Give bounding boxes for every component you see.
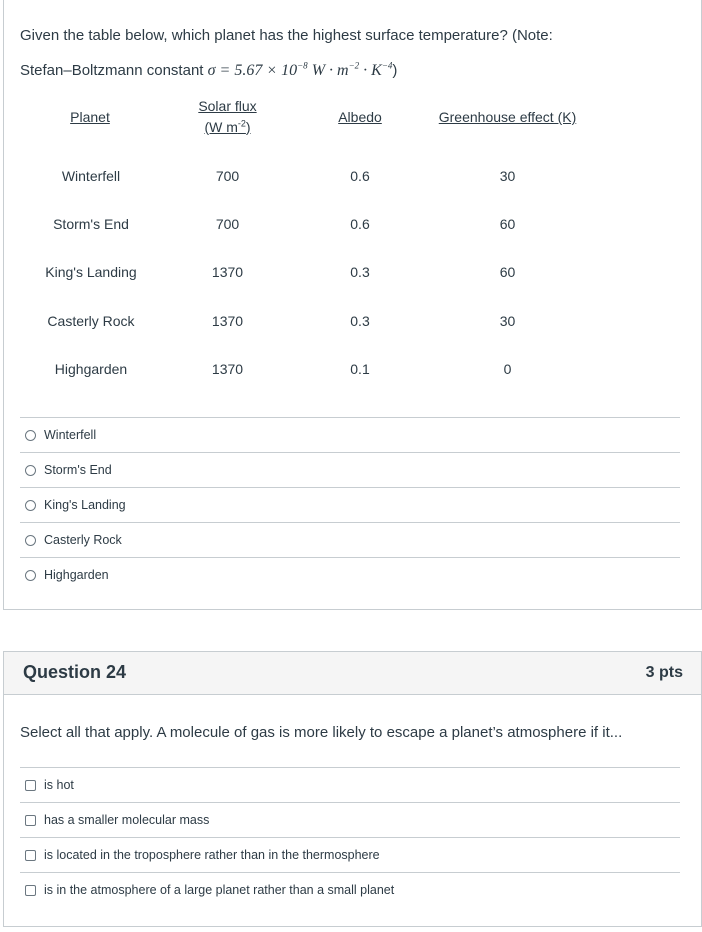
cell-greenhouse-0: 30 xyxy=(499,168,516,184)
answer-option-storms-end[interactable] xyxy=(20,452,680,487)
answer-option-smaller-mass[interactable] xyxy=(20,802,680,837)
answer-label: has a smaller molecular mass xyxy=(44,813,210,827)
checkbox[interactable] xyxy=(25,885,36,896)
header-solar-flux: Solar flux xyxy=(198,98,257,114)
answer-label: King's Landing xyxy=(44,498,126,512)
stefan-boltzmann-formula xyxy=(208,62,393,79)
cell-flux-0: 700 xyxy=(215,168,240,184)
checkbox[interactable] xyxy=(25,780,36,791)
header-greenhouse: Greenhouse effect (K) xyxy=(438,109,577,125)
answer-option-is-hot[interactable] xyxy=(20,767,680,802)
formula-exp1: −8 xyxy=(297,60,308,71)
formula-units: W · m xyxy=(307,62,349,79)
unit-exp: -2 xyxy=(237,118,246,129)
cell-greenhouse-1: 60 xyxy=(499,216,516,232)
cell-planet-2: King's Landing xyxy=(45,264,137,280)
answer-option-winterfell[interactable] xyxy=(20,417,680,452)
cell-planet-0: Winterfell xyxy=(61,168,121,184)
answer-label: Winterfell xyxy=(44,428,97,442)
question-title: Question 24 xyxy=(23,662,127,682)
cell-planet-4: Highgarden xyxy=(54,361,128,377)
radio-button[interactable] xyxy=(25,465,36,476)
question-23-prompt-line1: Given the table below, which planet has the highest surface temperature? (Note: xyxy=(20,27,553,44)
cell-flux-1: 700 xyxy=(215,216,240,232)
unit-prefix: (W m xyxy=(204,119,238,135)
header-albedo: Albedo xyxy=(338,109,382,125)
formula-exp2: −2 xyxy=(348,60,360,71)
radio-button[interactable] xyxy=(25,500,36,511)
prompt-close: ) xyxy=(392,62,398,79)
answer-label: is located in the troposphere rather than in the thermosphere xyxy=(44,848,380,862)
question-23-prompt-line2 xyxy=(20,61,397,81)
header-solar-flux-unit xyxy=(170,119,285,135)
question-points: 3 pts xyxy=(645,664,683,681)
checkbox[interactable] xyxy=(25,815,36,826)
cell-planet-1: Storm's End xyxy=(53,216,129,232)
header-planet: Planet xyxy=(70,109,110,125)
checkbox[interactable] xyxy=(25,850,36,861)
cell-flux-3: 1370 xyxy=(211,313,244,329)
question-24-header xyxy=(4,652,701,695)
radio-button[interactable] xyxy=(25,430,36,441)
cell-albedo-3: 0.3 xyxy=(350,313,370,329)
answer-label: Highgarden xyxy=(44,568,109,582)
question-24-prompt: Select all that apply. A molecule of gas is more likely to escape a planet’s atmosphere if it... xyxy=(20,724,623,741)
cell-greenhouse-2: 60 xyxy=(499,264,516,280)
answer-label: is hot xyxy=(44,778,74,792)
cell-flux-4: 1370 xyxy=(211,361,244,377)
answer-option-casterly-rock[interactable] xyxy=(20,522,680,557)
formula-units2: · K xyxy=(359,62,382,79)
cell-albedo-1: 0.6 xyxy=(350,216,370,232)
answer-label: is in the atmosphere of a large planet rather than a small planet xyxy=(44,883,395,897)
answer-option-large-planet[interactable] xyxy=(20,872,680,907)
radio-button[interactable] xyxy=(25,535,36,546)
radio-button[interactable] xyxy=(25,570,36,581)
cell-albedo-2: 0.3 xyxy=(350,264,370,280)
answer-label: Storm's End xyxy=(44,463,112,477)
cell-albedo-0: 0.6 xyxy=(350,168,370,184)
unit-suffix: ) xyxy=(245,119,251,135)
cell-greenhouse-3: 30 xyxy=(499,313,516,329)
cell-albedo-4: 0.1 xyxy=(350,361,370,377)
cell-flux-2: 1370 xyxy=(211,264,244,280)
prompt-prefix: Stefan–Boltzmann constant xyxy=(20,62,208,79)
cell-planet-3: Casterly Rock xyxy=(47,313,135,329)
cell-greenhouse-4: 0 xyxy=(503,361,512,377)
answer-option-troposphere[interactable] xyxy=(20,837,680,872)
formula-base: σ = 5.67 × 10 xyxy=(207,62,298,79)
answer-label: Casterly Rock xyxy=(44,533,122,547)
answer-option-kings-landing[interactable] xyxy=(20,487,680,522)
formula-exp3: −4 xyxy=(381,60,393,71)
answer-option-highgarden[interactable] xyxy=(20,557,680,592)
